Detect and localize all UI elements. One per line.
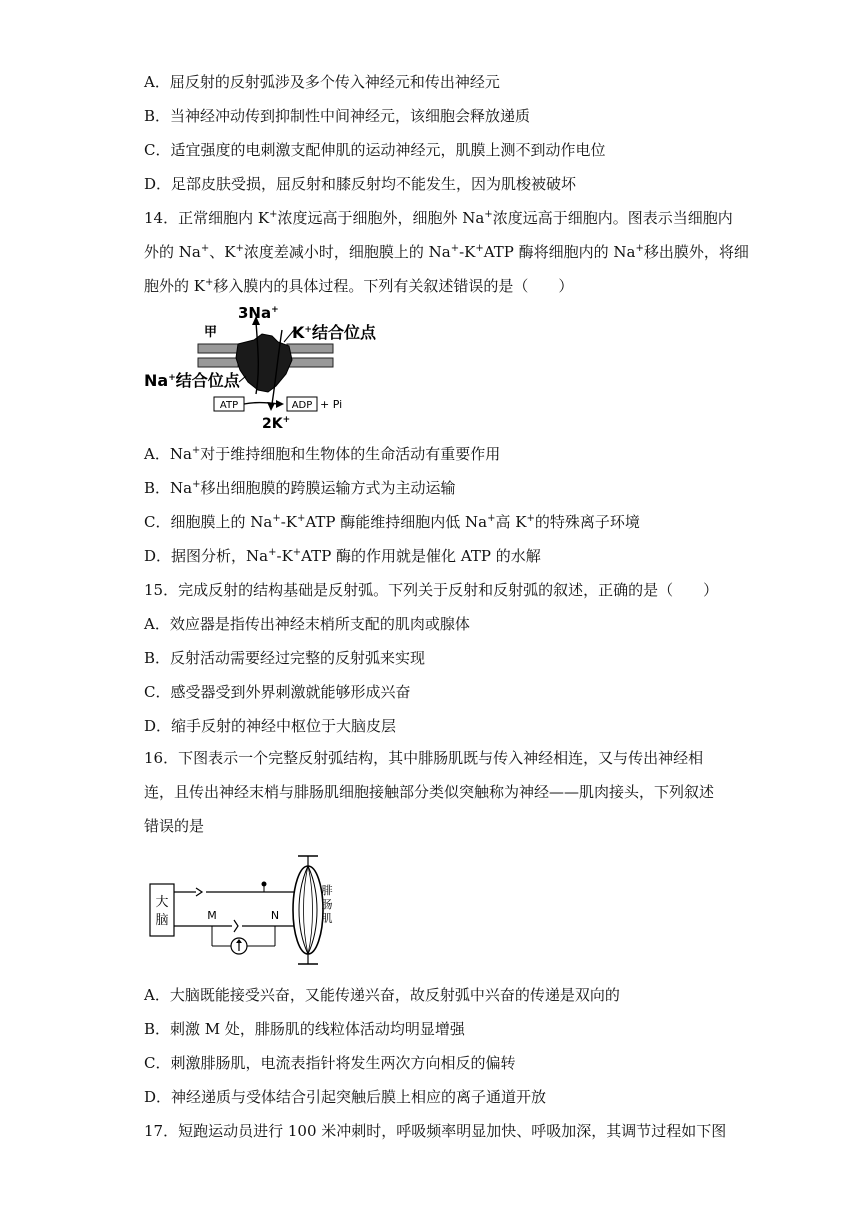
q14-option-d: D．据图分析，Na+-K+ATP 酶的作用就是催化 ATP 的水解: [144, 547, 541, 565]
q14-stem-line-1: 14．正常细胞内 K+浓度远高于细胞外，细胞外 Na+浓度远高于细胞内。图表示当细胞内: [144, 209, 733, 227]
label-atp: ATP: [219, 400, 239, 411]
q16-stem: 16．下图表示一个完整反射弧结构，其中腓肠肌既与传入神经相连，又与传出神经相连，且传出神经末梢与腓肠肌细胞接触部分类似突触称为神经——肌肉接头，下列叙述错误的是: [144, 749, 715, 835]
membrane-left-bottom: [198, 358, 238, 367]
reflex-arc-figure: [144, 852, 334, 972]
atp-to-adp-arrowhead: [276, 400, 284, 408]
label-na-binding-site: Na+结合位点: [144, 371, 240, 390]
q15-option-d: D．缩手反射的神经中枢位于大脑皮层: [144, 717, 397, 735]
label-3na: 3Na+: [238, 304, 279, 322]
q14-option-a: A．Na+对于维持细胞和生物体的生命活动有重要作用: [144, 445, 501, 463]
label-muscle-1: 腓: [321, 884, 333, 897]
q16-option-d: D．神经递质与受体结合引起突触后膜上相应的离子通道开放: [144, 1088, 547, 1106]
label-2k: 2K+: [262, 415, 291, 432]
label-jia: 甲: [204, 325, 218, 340]
q15-option-a: A．效应器是指传出神经末梢所支配的肌肉或腺体: [144, 615, 470, 633]
q16-option-b: B．刺激 M 处，腓肠肌的线粒体活动均明显增强: [144, 1020, 465, 1038]
na-k-pump-figure: [144, 300, 394, 435]
q17-stem: 17．短跑运动员进行 100 米冲刺时，呼吸频率明显加快、呼吸加深，其调节过程如下图: [144, 1122, 727, 1140]
upper-synapse-mark: [196, 888, 202, 896]
label-brain-2: 脑: [155, 913, 169, 928]
label-k-binding-site: K+结合位点: [292, 323, 376, 342]
q14-option-b: B．Na+移出细胞膜的跨膜运输方式为主动运输: [144, 479, 456, 497]
q14-option-c: C．细胞膜上的 Na+-K+ATP 酶能维持细胞内低 Na+高 K+的特殊离子环境: [144, 513, 640, 531]
q16-option-c: C．刺激腓肠肌，电流表指针将发生两次方向相反的偏转: [144, 1054, 516, 1072]
brain-box: [150, 884, 174, 936]
label-adp: ADP: [291, 400, 313, 411]
label-m: M: [207, 909, 217, 922]
label-n: N: [270, 909, 280, 922]
label-brain-1: 大: [155, 895, 169, 910]
q13-option-b: B．当神经冲动传到抑制性中间神经元，该细胞会释放递质: [144, 107, 531, 125]
label-pi: + Pi: [320, 398, 343, 411]
pump-protein-shape: [236, 334, 292, 392]
membrane-right-top: [287, 344, 333, 353]
label-muscle-3: 肌: [321, 912, 333, 925]
q15-stem: 15．完成反射的结构基础是反射弧。下列关于反射和反射弧的叙述，正确的是（ ）: [144, 581, 719, 599]
muscle-belly: [293, 866, 323, 954]
membrane-right-bottom: [287, 358, 333, 367]
q13-option-a: A．屈反射的反射弧涉及多个传入神经元和传出神经元: [144, 73, 500, 91]
membrane-left-top: [198, 344, 238, 353]
q16-option-a: A．大脑既能接受兴奋，又能传递兴奋，故反射弧中兴奋的传递是双向的: [144, 986, 620, 1004]
atp-to-adp-arrow: [244, 403, 278, 405]
lower-synapse-mark: [234, 920, 238, 932]
q14-stem-line-2: 外的 Na+、K+浓度差减小时，细胞膜上的 Na+-K+ATP 酶将细胞内的 Na+移出膜外，将细: [144, 243, 749, 261]
q15-option-c: C．感受器受到外界刺激就能够形成兴奋: [144, 683, 411, 701]
q13-option-d: D．足部皮肤受损，屈反射和膝反射均不能发生，因为肌梭被破坏: [144, 175, 577, 193]
q15-option-b: B．反射活动需要经过完整的反射弧来实现: [144, 649, 426, 667]
q13-option-c: C．适宜强度的电刺激支配伸肌的运动神经元，肌膜上测不到动作电位: [144, 141, 606, 159]
q14-stem-line-3: 胞外的 K+移入膜内的具体过程。下列有关叙述错误的是（ ）: [144, 277, 574, 295]
label-muscle-2: 肠: [321, 898, 333, 911]
receptor-dot: [262, 882, 267, 887]
na-site-pointer: [239, 376, 246, 382]
